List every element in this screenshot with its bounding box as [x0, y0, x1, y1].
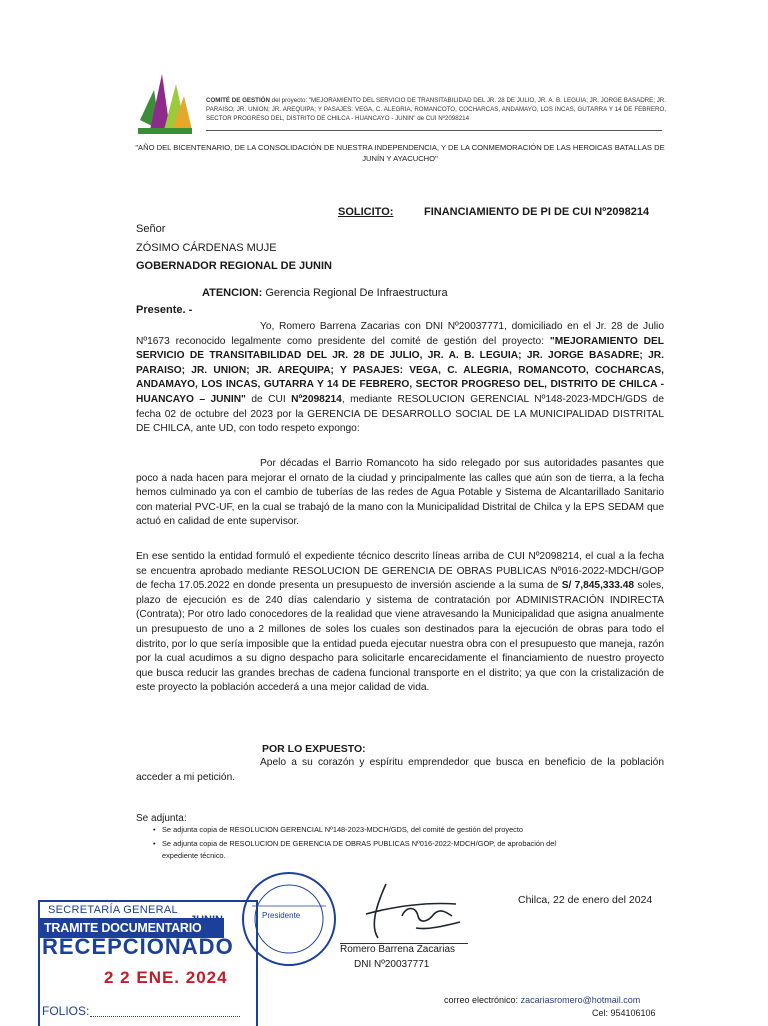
email-line [444, 995, 640, 1005]
budget-amount: S/ 7,845,333.48 [561, 580, 635, 592]
seal-text: Presidente [262, 911, 301, 920]
project-name: "MEJORAMIENTO DEL SERVICIO DE TRANSITABILIDAD DEL JR. 28 DE JULIO, JR. A. B. LEGUIA; JR. JORGE BASADRE; JR. PARAISO; JR. UNION; JR. AREQUIPA; Y PASAJES: VEGA, C. ALEGRIA, ROMANCOTO, COCHARCAS, ANDAMAYO, LOS INCAS, GUTARRA Y 14 DE FEBRERO, SECTOR PROGRESO DEL, DISTRITO DE CHILCA - HUANCAYO – JUNIN" [136, 335, 664, 405]
attention-line [202, 286, 448, 300]
email-label: correo electrónico: [444, 995, 519, 1005]
attention-text: Gerencia Regional De Infraestructura [262, 287, 448, 299]
signer-dni: DNI Nº20037771 [354, 959, 430, 970]
stamp-status: RECEPCIONADO [42, 934, 234, 959]
subject-label: SOLICITO: [338, 206, 394, 218]
recipient-name: ZÓSIMO CÁRDENAS MUJE [136, 242, 277, 254]
subject-text: FINANCIAMIENTO DE PI DE CUI Nº2098214 [424, 206, 650, 218]
salutation: Señor [136, 223, 166, 235]
attention-label: ATENCION: [202, 287, 263, 299]
signer-name: Romero Barrena Zacarias [340, 944, 456, 955]
list-item: expediente técnico. [162, 851, 226, 860]
phone: Cel: 954106106 [592, 1008, 656, 1018]
stamp-folios-label: FOLIOS: [42, 1004, 90, 1018]
attachments-list [153, 824, 666, 864]
email-address[interactable]: zacariasromero@hotmail.com [520, 995, 641, 1005]
paragraph-background: Por décadas el Barrio Romancoto ha sido relegado por sus autoridades pasantes que poco a nada hacen para mejorar el ornato de la ciudad y principalmente las calles que aún son de tierra, a la fecha hemos culminado ya con el cambio de tuberías de las redes de Agua Potable y Sistema de Alcantarillado Sanitario con material PVC-UF, en la cual se trabajó de la mano con la Municipalidad Distrital de Chilca y la EPS SEDAM que actuó en calidad de ente supervisor. [136, 458, 664, 528]
stamp-title: SECRETARÍA GENERAL [48, 904, 178, 916]
recipient-title: GOBERNADOR REGIONAL DE JUNIN [136, 260, 332, 272]
greeting: Presente. - [136, 304, 193, 316]
stamp-banner: TRAMITE DOCUMENTARIO [40, 918, 224, 938]
closing-text: Apelo a su corazón y espíritu emprendedor que busca en beneficio de la población acceder a mi petición. [136, 757, 664, 783]
attachments-label: Se adjunta: [136, 813, 187, 824]
header-rule [206, 130, 662, 131]
stamp-date: 2 2 ENE. 2024 [104, 968, 228, 987]
committee-logo [136, 70, 194, 140]
list-item: • Se adjunta copia de RESOLUCION GERENCIAL Nº148-2023-MDCH/GDS, del comité de gestión del proyecto [153, 825, 524, 834]
year-motto: "AÑO DEL BICENTENARIO, DE LA CONSOLIDACIÓN DE NUESTRA INDEPENDENCIA, Y DE LA CONMEMORACIÓN DE LAS HEROICAS BATALLAS DE JUNÍN Y AYACUCHO" [135, 143, 665, 163]
stamp-region: JUNIN [190, 914, 224, 926]
stamp-folios-line [90, 1016, 240, 1017]
place-date: Chilca, 22 de enero del 2024 [518, 894, 653, 906]
closing-heading: POR LO EXPUESTO: [262, 743, 366, 755]
list-item: • Se adjunta copia de RESOLUCION DE GERENCIA DE OBRAS PUBLICAS Nº016-2022-MDCH/GOP, de aprobación del [153, 839, 557, 848]
paragraph-request: En ese sentido la entidad formuló el expediente técnico descrito líneas arriba de CUI Nº2098214, el cual a la fecha se encuentra aprobado mediante RESOLUCION DE GERENCIA DE OBRAS PUBLICAS Nº016-2022-MDCH/GOP de fecha 17.05.2022 en donde presenta un presupuesto de inversión asciende a la suma de S/ 7,845,333.48 soles, plazo de ejecución es de 240 días calendario y sistema de contratación por ADMINISTRACIÓN INDIRECTA (Contrata); Por otro lado conocedores de la realidad que viene atravesando la Municipalidad que asigna anualmente un presupuesto de uno a 2 millones de soles los cuales son destinados para la ejecución de obras para todo el distrito, por lo que sería imposible que la entidad pueda ejecutar nuestra obra con el presupuesto que maneja, razón por la cual acudimos a su digno despacho para solicitarle encarecidamente el financiamiento de nuestro proyecto que busca reducir las grandes brechas de cadena funcional transporte en el distrito; ya que con la cristalización de este proyecto la población accederá a una mejor calidad de vida. [136, 551, 664, 694]
paragraph-intro: Yo, Romero Barrena Zacarias con DNI Nº20037771, domiciliado en el Jr. 28 de Julio Nº1673 reconocido legalmente como presidente del comité de gestión del proyecto: "MEJORAMIENTO DEL SERVICIO DE TRANSITABILIDAD DEL JR. 28 DE JULIO, JR. A. B. LEGUIA; JR. JORGE BASADRE; JR. PARAISO; JR. UNION; JR. AREQUIPA; Y PASAJES: VEGA, C. ALEGRIA, ROMANCOTO, COCHARCAS, ANDAMAYO, LOS INCAS, GUTARRA Y 14 DE FEBRERO, SECTOR PROGRESO DEL, DISTRITO DE CHILCA - HUANCAYO – JUNIN" de CUI Nº2098214, mediante RESOLUCION GERENCIAL Nº148-2023-MDCH/GDS de fecha 02 de octubre del 2023 por la GERENCIA DE DESARROLLO SOCIAL DE LA MUNICIPALIDAD DISTRITAL DE CHILCA, ante UD, con todo respeto expongo: [136, 321, 665, 435]
handwritten-signature [356, 876, 466, 946]
committee-header-text: COMITÉ DE GESTIÓN del proyecto: "MEJORAMIENTO DEL SERVICIO DE TRANSITABILIDAD DEL JR. 28 DE JULIO, JR. A. B. LEGUIA; JR. JORGE BASADRE; JR. PARAISO; JR. UNION; JR. AREQUIPA; Y PASAJES: VEGA, C. ALEGRIA, ROMANCOTO, COCHARCAS, ANDAMAYO, LOS INCAS, GUTARRA Y 14 DE FEBRERO, SECTOR PROGRESO DEL, DISTRITO DE CHILCA - HUANCAYO - JUNIN" de CUI Nº2098214 [206, 97, 666, 122]
